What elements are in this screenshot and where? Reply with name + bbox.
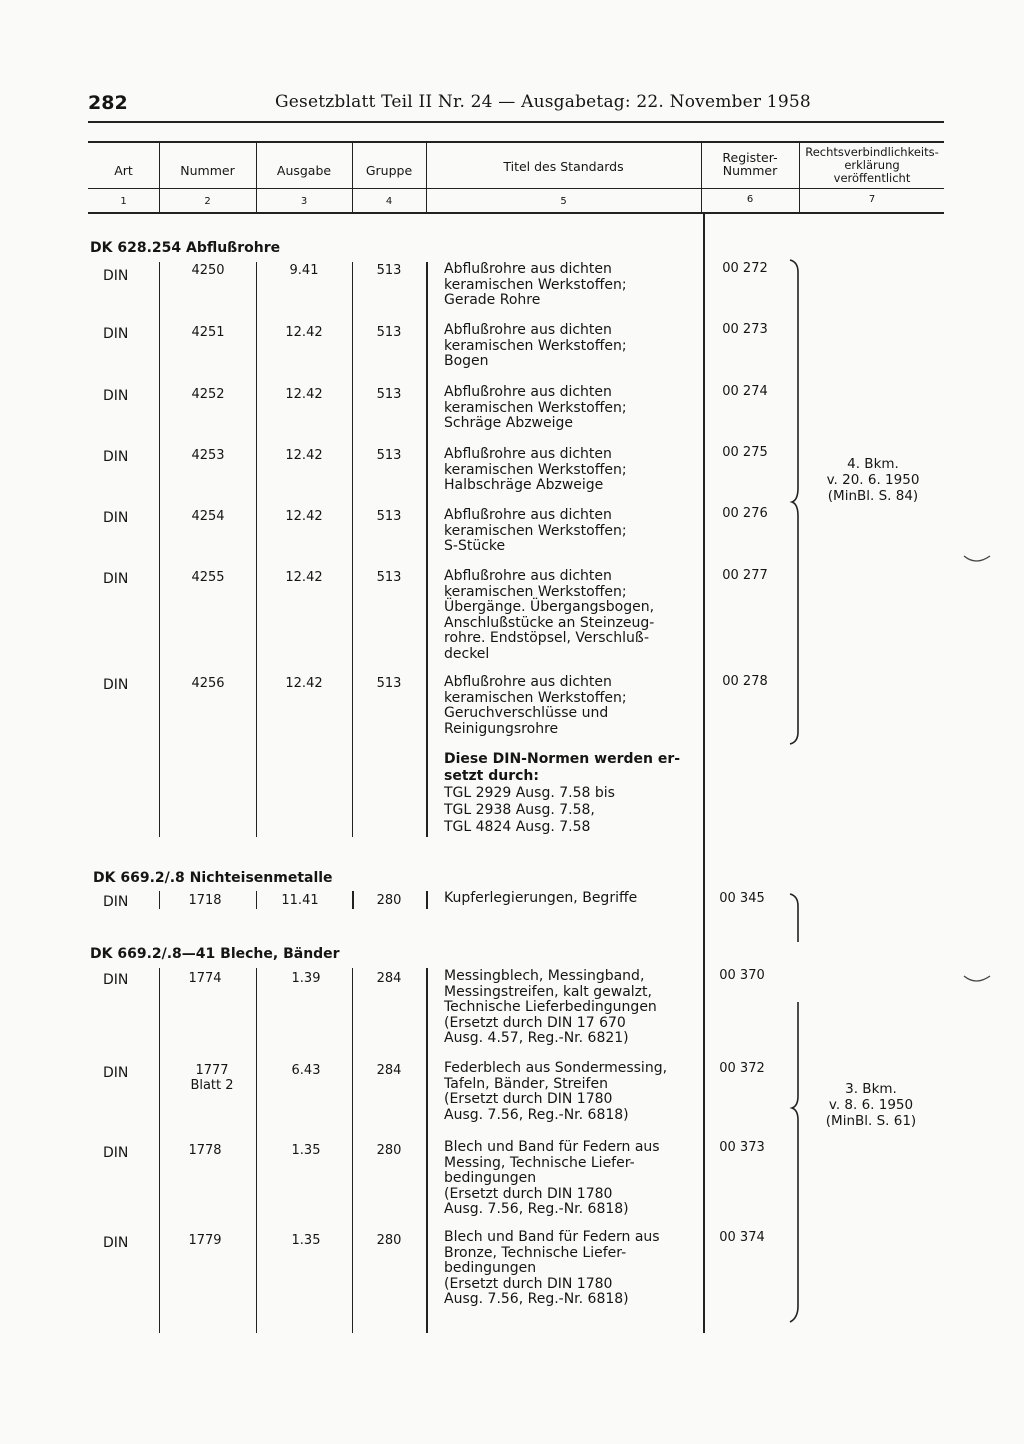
cell-nummer: 4250	[191, 263, 225, 278]
col-number-1: 1	[120, 196, 127, 207]
cell-nummer: 1779	[188, 1233, 222, 1248]
cell-ausgabe: 9.41	[289, 263, 319, 278]
col-rule	[426, 968, 428, 1333]
cell-gruppe: 284	[376, 1063, 402, 1078]
cell-nummer: 4255	[191, 570, 225, 585]
legal-reference: 3. Bkm. v. 8. 6. 1950 (MinBl. S. 61)	[825, 1081, 917, 1129]
cell-register: 00 370	[719, 968, 765, 983]
cell-ausgabe: 12.42	[285, 570, 323, 585]
cell-titel: Messingblech, Messingband, Messingstreifen, kalt gewalzt, Technische Lieferbedingungen (Ersetzt durch DIN 17 670 Ausg. 4.57, Reg.-Nr. 6821)	[444, 968, 657, 1047]
legal-reference: 4. Bkm. v. 20. 6. 1950 (MinBl. S. 84)	[826, 456, 920, 504]
col-number-5: 5	[560, 196, 567, 207]
register-column-rule	[703, 213, 705, 1333]
margin-mark	[962, 972, 992, 986]
cell-register: 00 345	[719, 891, 765, 906]
cell-gruppe: 513	[376, 676, 402, 691]
col-header-ausgabe: Ausgabe	[276, 163, 332, 178]
cell-titel: Abflußrohre aus dichten keramischen Werkstoffen; S-Stücke	[444, 507, 627, 555]
cell-titel: Kupferlegierungen, Begriffe	[444, 890, 638, 906]
table-header-bottom-rule	[88, 212, 944, 214]
col-number-4: 4	[385, 196, 393, 207]
cell-nummer: 4256	[191, 676, 225, 691]
col-number-7: 7	[868, 194, 876, 205]
cell-nummer: 1778	[188, 1143, 222, 1158]
cell-register: 00 275	[722, 445, 768, 460]
cell-art: DIN	[103, 268, 129, 284]
section-heading: DK 628.254 Abflußrohre	[90, 240, 281, 256]
cell-art: DIN	[103, 1235, 129, 1251]
cell-gruppe: 284	[376, 971, 402, 986]
cell-titel: Federblech aus Sondermessing, Tafeln, Bänder, Streifen (Ersetzt durch DIN 1780 Ausg. 7.56, Reg.-Nr. 6818)	[444, 1060, 668, 1123]
cell-nummer: 1777 Blatt 2	[190, 1063, 234, 1093]
cell-ausgabe: 6.43	[291, 1063, 321, 1078]
cell-nummer: 1774	[188, 971, 222, 986]
cell-nummer: 4252	[191, 387, 225, 402]
col-header-titel: Titel des Standards	[503, 159, 624, 174]
cell-ausgabe: 12.42	[285, 448, 323, 463]
table-header-divider	[88, 188, 944, 189]
cell-gruppe: 280	[376, 1233, 402, 1248]
page-number: 282	[88, 92, 128, 114]
cell-ausgabe: 11.41	[281, 893, 319, 908]
cell-art: DIN	[103, 894, 129, 910]
cell-nummer: 4251	[191, 325, 225, 340]
col-number-3: 3	[300, 196, 308, 207]
cell-register: 00 273	[722, 322, 768, 337]
cell-nummer: 4253	[191, 448, 225, 463]
cell-ausgabe: 12.42	[285, 325, 323, 340]
cell-art: DIN	[103, 571, 129, 587]
cell-ausgabe: 12.42	[285, 676, 323, 691]
cell-register: 00 373	[719, 1140, 765, 1155]
cell-titel: Abflußrohre aus dichten keramischen Werkstoffen; Gerade Rohre	[444, 261, 627, 309]
cell-nummer: 1718	[188, 893, 222, 908]
cell-art: DIN	[103, 1065, 129, 1081]
cell-ausgabe: 1.35	[291, 1233, 321, 1248]
cell-titel: Blech und Band für Federn aus Messing, Technische Liefer- bedingungen (Ersetzt durch DIN 1780 Ausg. 7.56, Reg.-Nr. 6818)	[444, 1139, 660, 1218]
col-header-register: Register- Nummer	[722, 150, 778, 178]
col-rule	[256, 968, 257, 1333]
cell-art: DIN	[103, 510, 129, 526]
cell-titel: Abflußrohre aus dichten keramischen Werkstoffen; Halbschräge Abzweige	[444, 446, 627, 494]
cell-gruppe: 513	[376, 448, 402, 463]
cell-art: DIN	[103, 677, 129, 693]
table-top-rule	[88, 141, 944, 143]
cell-gruppe: 513	[376, 263, 402, 278]
section-heading: DK 669.2/.8 Nichteisenmetalle	[93, 870, 333, 886]
col-rule	[426, 262, 428, 837]
col-rule	[352, 262, 353, 837]
cell-register: 00 276	[722, 506, 768, 521]
cell-ausgabe: 1.39	[291, 971, 321, 986]
col-header-art: Art	[114, 163, 133, 178]
cell-titel: Abflußrohre aus dichten keramischen Werkstoffen; Schräge Abzweige	[444, 384, 627, 432]
cell-gruppe: 513	[376, 387, 402, 402]
col-number-6: 6	[746, 194, 754, 205]
col-number-2: 2	[204, 196, 211, 207]
margin-mark	[962, 552, 992, 566]
cell-art: DIN	[103, 972, 129, 988]
cell-ausgabe: 12.42	[285, 387, 323, 402]
cell-art: DIN	[103, 326, 129, 342]
cell-titel: Abflußrohre aus dichten keramischen Werkstoffen; Bogen	[444, 322, 627, 370]
cell-register: 00 372	[719, 1061, 765, 1076]
cell-ausgabe: 12.42	[285, 509, 323, 524]
cell-register: 00 277	[722, 568, 768, 583]
cell-nummer: 4254	[191, 509, 225, 524]
cell-titel: Blech und Band für Federn aus Bronze, Technische Liefer- bedingungen (Ersetzt durch DIN 1780 Ausg. 7.56, Reg.-Nr. 6818)	[444, 1229, 660, 1308]
col-rule	[256, 262, 257, 837]
cell-register: 00 272	[722, 261, 768, 276]
cell-titel: Abflußrohre aus dichten keramischen Werkstoffen; Geruchverschlüsse und Reinigungsrohre	[444, 674, 627, 737]
page-header-title: Gesetzblatt Teil II Nr. 24 — Ausgabetag: 22. November 1958	[275, 92, 811, 112]
cell-titel: Abflußrohre aus dichten keramischen Werkstoffen; Übergänge. Übergangsbogen, Anschlußstücke an Steinzeug- rohre. Endstöpsel, Verschluß- deckel	[444, 568, 655, 662]
col-header-rechtsverbindlichkeit: Rechtsverbindlichkeits- erklärung veröffentlicht	[805, 145, 939, 185]
cell-ausgabe: 1.35	[291, 1143, 321, 1158]
cell-gruppe: 513	[376, 509, 402, 524]
brace-group-3	[788, 1000, 808, 1324]
cell-art: DIN	[103, 1145, 129, 1161]
brace-group-2	[788, 892, 808, 944]
col-rule	[426, 891, 428, 909]
cell-gruppe: 280	[376, 1143, 402, 1158]
cell-art: DIN	[103, 388, 129, 404]
header-rule	[88, 121, 944, 123]
cell-gruppe: 513	[376, 570, 402, 585]
col-rule	[159, 262, 160, 837]
replacement-note: Diese DIN-Normen werden er- setzt durch: TGL 2929 Ausg. 7.58 bis TGL 2938 Ausg. 7.58, TGL 4824 Ausg. 7.58	[444, 751, 681, 835]
cell-gruppe: 280	[376, 893, 402, 908]
col-header-nummer: Nummer	[180, 163, 235, 178]
cell-register: 00 274	[722, 384, 768, 399]
cell-art: DIN	[103, 449, 129, 465]
cell-register: 00 278	[722, 674, 768, 689]
col-header-gruppe: Gruppe	[365, 163, 413, 178]
section-heading: DK 669.2/.8—41 Bleche, Bänder	[90, 946, 340, 962]
cell-register: 00 374	[719, 1230, 765, 1245]
cell-gruppe: 513	[376, 325, 402, 340]
